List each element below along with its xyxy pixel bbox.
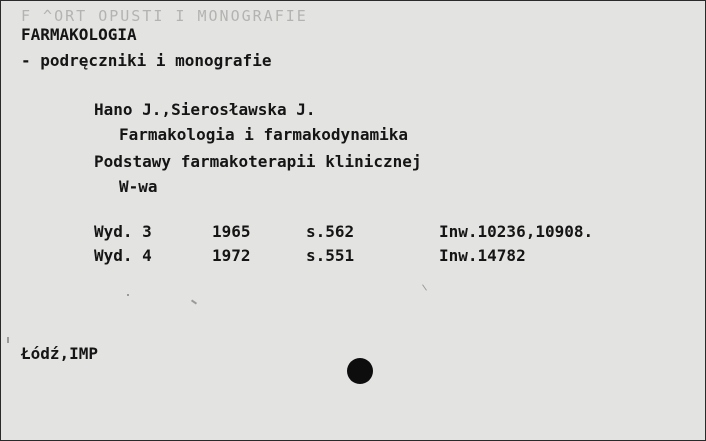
- edition-pages: s.551: [306, 246, 355, 265]
- card-heading: FARMAKOLOGIA: [21, 25, 137, 44]
- edition-number: Wyd. 3: [94, 222, 152, 241]
- authors: Hano J.,Sierosławska J.: [94, 100, 316, 119]
- edition-year: 1972: [212, 246, 251, 265]
- publication-place: W-wa: [119, 177, 158, 196]
- title-line-1: Farmakologia i farmakodynamika: [119, 125, 408, 144]
- card-subheading: - podręczniki i monografie: [21, 51, 272, 70]
- publisher-footer: Łódź,IMP: [21, 344, 99, 363]
- edition-pages: s.562: [306, 222, 355, 241]
- edition-year: 1965: [212, 222, 251, 241]
- inventory-numbers: Inw.10236,10908.: [439, 222, 594, 241]
- punch-hole: [347, 358, 373, 384]
- paper-speck: [7, 337, 9, 343]
- title-line-2: Podstawy farmakoterapii klinicznej: [94, 152, 422, 171]
- paper-speck: [422, 284, 427, 290]
- paper-speck: [127, 294, 129, 296]
- paper-speck: [191, 299, 197, 304]
- faint-header-text: F ^ORT OPUSTI I MONOGRAFIE: [21, 7, 308, 21]
- inventory-numbers: Inw.14782: [439, 246, 526, 265]
- edition-row: [94, 246, 526, 366]
- edition-number: Wyd. 4: [94, 246, 152, 265]
